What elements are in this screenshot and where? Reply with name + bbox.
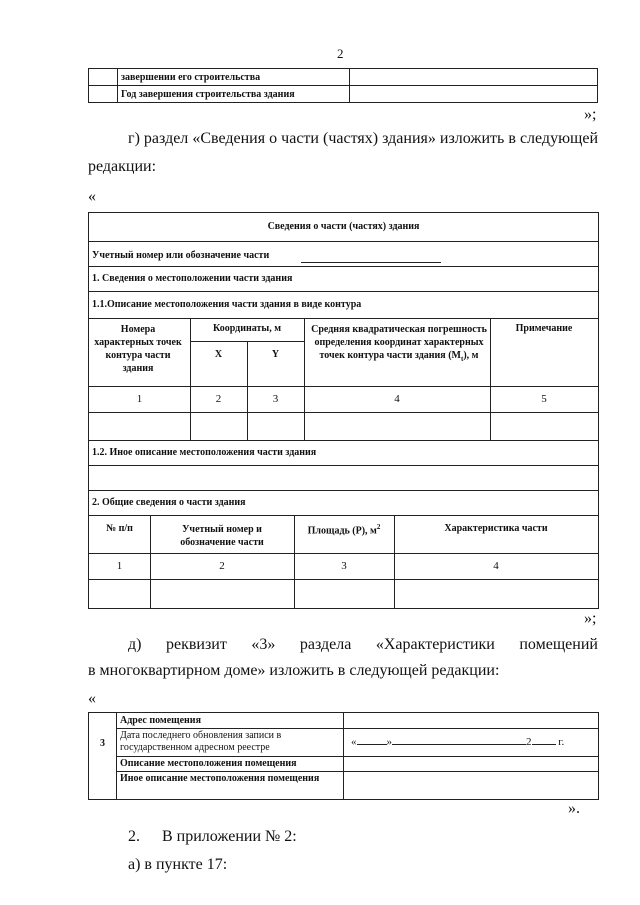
num-2: 2 bbox=[215, 393, 222, 405]
closing-quote-1: »; bbox=[584, 106, 597, 123]
col-area: Площадь (P), $м^2$ bbox=[307, 523, 381, 537]
para-g-line1: г) раздел «Сведения о части (частях) здания» изложить в следующей bbox=[128, 130, 598, 147]
num-4: 4 bbox=[394, 393, 400, 405]
col-x: X bbox=[214, 349, 223, 360]
room-r3: Описание местоположения помещения bbox=[120, 758, 297, 769]
col-record: Учетный номер и обозначение части bbox=[180, 524, 264, 548]
page-number: 2 bbox=[337, 46, 344, 61]
col-y: Y bbox=[271, 349, 280, 360]
num-1: 1 bbox=[136, 393, 143, 405]
col-char: Характеристика части bbox=[444, 523, 548, 534]
top-table bbox=[88, 68, 598, 103]
para-d-line1: д) реквизит «3» раздела «Характеристики помещений bbox=[128, 636, 598, 653]
top-table-row1: завершении его строительства bbox=[118, 69, 350, 86]
closing-quote-2: »; bbox=[584, 610, 597, 627]
col-coords: Координаты, м bbox=[212, 323, 282, 334]
num2-3: 3 bbox=[341, 560, 347, 572]
section-2: 2. Общие сведения о части здания bbox=[92, 497, 246, 508]
section-1: 1. Сведения о местоположении части здания bbox=[92, 273, 293, 284]
para-d-line2: в многоквартирном доме» изложить в следующей редакции: bbox=[88, 662, 500, 679]
closing-quote-3: ». bbox=[568, 800, 580, 817]
num2-4: 4 bbox=[493, 560, 499, 572]
col-points: Номера характерных точек контура части здания bbox=[94, 324, 182, 374]
top-table-row2: Год завершения строительства здания bbox=[118, 86, 350, 103]
record-underline bbox=[301, 262, 441, 263]
col-no: № п/п bbox=[106, 523, 133, 534]
room-r4: Иное описание местоположения помещения bbox=[120, 773, 320, 784]
parts-table bbox=[88, 212, 599, 609]
parts-table-title: Сведения о части (частях) здания bbox=[89, 213, 598, 242]
num-3: 3 bbox=[272, 393, 279, 405]
room-num: 3 bbox=[100, 738, 105, 749]
record-label: Учетный номер или обозначение части bbox=[92, 250, 270, 261]
para-g-line2: редакции: bbox=[88, 158, 157, 175]
record-row bbox=[89, 242, 598, 267]
num-5: 5 bbox=[541, 393, 547, 405]
section-1-1: 1.1.Описание местоположения части здания в виде контура bbox=[92, 299, 362, 310]
room-table bbox=[88, 712, 599, 800]
item2-text: В приложении № 2: bbox=[162, 828, 297, 845]
num2-2: 2 bbox=[219, 560, 225, 572]
room-r2: Дата последнего обновления записи в государственном адресном реестре bbox=[120, 730, 282, 753]
num2-1: 1 bbox=[116, 560, 123, 572]
col-error: Средняя квадратическая погрешность определения координат характерных точек контура части здания $(M_t)$, м bbox=[311, 324, 487, 363]
section-1-2: 1.2. Иное описание местоположения части здания bbox=[92, 447, 317, 458]
open-quote-2: « bbox=[88, 690, 96, 707]
room-r1: Адрес помещения bbox=[120, 715, 201, 726]
col-note: Примечание bbox=[515, 323, 573, 334]
open-quote-1: « bbox=[88, 188, 96, 205]
room-r2-value: « » 2 г. bbox=[351, 736, 565, 748]
item2-num: 2. bbox=[128, 828, 140, 845]
item-a: а) в пункте 17: bbox=[128, 856, 228, 873]
